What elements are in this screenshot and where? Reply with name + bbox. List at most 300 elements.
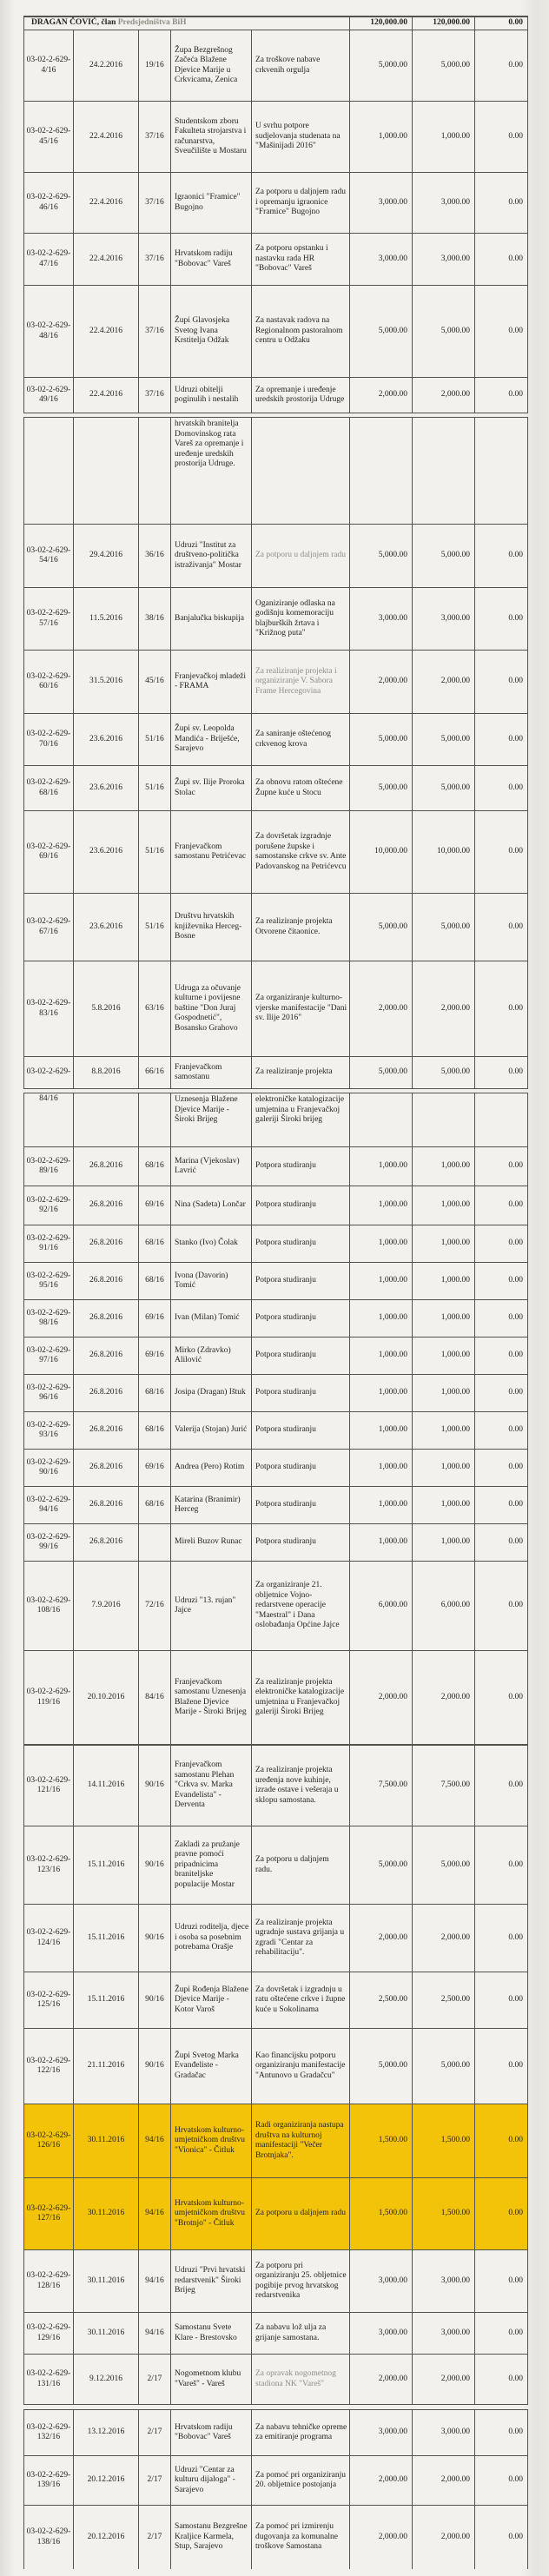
amount-paid-cell: 3,000.00	[413, 2410, 475, 2455]
amount-paid-cell: 5,000.00	[413, 766, 475, 810]
purpose-cell: Za realiziranje projekta elektroničke katalogizacije umjetnina u Franjevačkoj galeriji Široki Brijeg	[252, 1651, 350, 1744]
amount-remaining-cell: 0.00	[508, 1161, 523, 1171]
amount-approved-cell: 1,000.00	[350, 1450, 413, 1486]
date-cell: 15.11.2016	[74, 1905, 139, 1972]
ref-cell: 03-02-2-629-54/16	[24, 525, 74, 587]
org-cell: Zakladi za pružanje pravne pomoći pripadnicima braniteljske populacije Mostar	[171, 1826, 252, 1904]
date-cell: 15.11.2016	[74, 1972, 139, 2028]
num-cell: 90/16	[139, 1972, 171, 2028]
table-row	[24, 378, 527, 413]
num-cell: 69/16	[139, 1338, 171, 1374]
org-cell: Hrvatskom kulturno-umjetničkom društvu "Vionica" - Čitluk	[171, 2104, 252, 2177]
amount-paid-cell: 5,000.00	[413, 30, 475, 101]
ref-cell: 03-02-2-629-57/16	[24, 588, 74, 650]
table-row	[24, 102, 527, 173]
amount-paid-cell: 5,000.00	[413, 1057, 475, 1088]
date-cell: 26.8.2016	[74, 1412, 139, 1449]
num-cell: 68/16	[139, 1375, 171, 1411]
amount-paid-cell	[413, 1093, 475, 1146]
purpose-cell: Za realiziranje projekta i organiziranje V. Sabora Frame Hercegovina	[252, 651, 350, 713]
org-cell: Hrvatskom radiju "Bobovac" Vareš	[171, 2410, 252, 2455]
table-header-row	[24, 17, 527, 30]
num-cell: 69/16	[139, 1450, 171, 1486]
amount-remaining-cell: 0.00	[508, 2427, 523, 2437]
org-cell: Nina (Sadeta) Lončar	[171, 1186, 252, 1225]
date-cell: 8.8.2016	[74, 1057, 139, 1088]
date-cell: 29.4.2016	[74, 525, 139, 587]
purpose-cell: Za opremanje i uređenje uredskih prostorija Udruge	[252, 378, 350, 413]
ref-cell: 03-02-2-629-92/16	[24, 1186, 74, 1225]
table-row	[24, 1450, 527, 1487]
org-cell: Katarina (Branimir) Herceg	[171, 1487, 252, 1523]
ref-cell	[24, 418, 74, 524]
purpose-cell: Potpora studiranju	[252, 1225, 350, 1262]
date-cell: 22.4.2016	[74, 173, 139, 233]
amount-paid-cell	[413, 418, 475, 524]
purpose-cell: Za dovršetak i izgradnju u ratu oštećene crkve i župne kuće u Sokolinama	[252, 1972, 350, 2028]
amount-remaining-cell: 0.00	[508, 1351, 523, 1360]
num-cell: 90/16	[139, 1746, 171, 1826]
table-row	[24, 961, 527, 1057]
amount-paid-cell: 1,000.00	[413, 1450, 475, 1486]
num-cell: 51/16	[139, 811, 171, 893]
amount-approved-cell: 2,000.00	[350, 378, 413, 413]
table-row	[24, 714, 527, 766]
amount-approved-cell: 1,000.00	[350, 1338, 413, 1374]
num-cell: 37/16	[139, 286, 171, 377]
amount-remaining-cell: 0.00	[508, 2532, 523, 2541]
table-row	[24, 1338, 527, 1375]
org-cell: Nogometnom klubu "Vareš" - Vareš	[171, 2355, 252, 2404]
amount-paid-cell: 5,000.00	[413, 1826, 475, 1904]
table-row	[24, 1487, 527, 1524]
org-cell: Valerija (Stojan) Jurić	[171, 1412, 252, 1449]
org-cell: Mirko (Zdravko) Alilović	[171, 1338, 252, 1374]
num-cell: 72/16	[139, 1562, 171, 1650]
org-cell: Udruzi "Centar za kulturu dijaloga" - Sarajevo	[171, 2456, 252, 2505]
num-cell: 68/16	[139, 1412, 171, 1449]
purpose-cell: Potpora studiranju	[252, 1487, 350, 1523]
purpose-cell: Potpora studiranju	[252, 1338, 350, 1374]
ref-cell: 03-02-2-629-138/16	[24, 2506, 74, 2569]
amount-approved-cell: 1,000.00	[350, 1487, 413, 1523]
org-cell: Udruzi "Institut za društveno-politička istraživanja" Mostar	[171, 525, 252, 587]
date-cell: 22.4.2016	[74, 378, 139, 413]
amount-approved-cell: 3,000.00	[350, 2313, 413, 2354]
date-cell: 14.11.2016	[74, 1746, 139, 1826]
date-cell: 7.9.2016	[74, 1562, 139, 1650]
amount-approved-cell: 1,500.00	[350, 2178, 413, 2249]
amount-remaining-cell: 0.00	[508, 1995, 523, 2005]
amount-approved-cell: 3,000.00	[350, 588, 413, 650]
org-cell: Udruzi roditelja, djece i osoba sa posebnim potrebama Orašje	[171, 1905, 252, 1972]
purpose-cell: Potpora studiranju	[252, 1375, 350, 1411]
amount-remaining-cell: 0.00	[508, 2061, 523, 2071]
amount-paid-cell: 3,000.00	[413, 2313, 475, 2354]
org-cell: Mireli Buzov Runac	[171, 1524, 252, 1561]
ref-cell: 03-02-2-629-99/16	[24, 1524, 74, 1561]
num-cell: 37/16	[139, 102, 171, 172]
table-row	[24, 894, 527, 961]
amount-remaining-cell: 0.00	[508, 326, 523, 335]
num-cell: 45/16	[139, 651, 171, 713]
purpose-cell: Za organiziranje 21. obljetnice Vojno-redarstvene operacije "Maestral" i Dana oslobađanja Općine Jajce	[252, 1562, 350, 1650]
amount-paid-cell: 7,500.00	[413, 1746, 475, 1826]
amount-remaining-cell: 0.00	[508, 734, 523, 743]
amount-remaining-cell: 0.00	[508, 197, 523, 207]
amount-approved-cell: 5,000.00	[350, 1826, 413, 1904]
purpose-cell: Za pomoć pri organiziranju 20. obljetnice postojanja	[252, 2456, 350, 2505]
org-cell: Franjevačkom samostanu	[171, 1057, 252, 1088]
date-cell: 9.12.2016	[74, 2355, 139, 2404]
amount-remaining-cell: 0.00	[508, 847, 523, 856]
ref-cell: 03-02-2-629-95/16	[24, 1263, 74, 1299]
ref-cell: 03-02-2-629-125/16	[24, 1972, 74, 2028]
amount-paid-cell: 10,000.00	[413, 811, 475, 893]
amount-paid-cell: 2,000.00	[413, 378, 475, 413]
date-cell: 30.11.2016	[74, 2313, 139, 2354]
ref-cell: 03-02-2-629-126/16	[24, 2104, 74, 2177]
purpose-cell: Za realiziranje projekta	[252, 1057, 350, 1088]
amount-approved-cell: 3,000.00	[350, 2250, 413, 2312]
ref-cell: 03-02-2-629-131/16	[24, 2355, 74, 2404]
amount-remaining-cell: 0.00	[508, 1388, 523, 1397]
amount-remaining-cell: 0.00	[508, 1067, 523, 1077]
org-cell: Župi Svetog Marka Evanđeliste - Gradačac	[171, 2029, 252, 2104]
num-cell: 2/17	[139, 2456, 171, 2505]
table-row	[24, 1225, 527, 1263]
amount-approved-cell: 5,000.00	[350, 286, 413, 377]
amount-approved-cell: 2,000.00	[350, 2506, 413, 2569]
org-cell: hrvatskih branitelja Domovinskog rata Vareš za opremanje i uređenje uredskih prostorija Udruge.	[171, 418, 252, 524]
org-cell: Udruga za očuvanje kulturne i povijesne baštine "Don Juraj Gospodnetić", Bosansko Grahovo	[171, 961, 252, 1056]
org-cell: Marina (Vjekoslav) Lavrić	[171, 1147, 252, 1186]
num-cell: 2/17	[139, 2410, 171, 2455]
ref-cell: 03-02-2-629-47/16	[24, 234, 74, 285]
purpose-cell: Za troškove nabave crkvenih orgulja	[252, 30, 350, 101]
amount-approved-cell: 5,000.00	[350, 766, 413, 810]
amount-paid-cell: 2,500.00	[413, 1972, 475, 2028]
num-cell: 2/17	[139, 2506, 171, 2569]
num-cell: 68/16	[139, 1487, 171, 1523]
org-cell: Hrvatskom kulturno-umjetničkom društvu "Brotnjo" - Čitluk	[171, 2178, 252, 2249]
amount-approved-cell: 1,000.00	[350, 1524, 413, 1561]
num-cell: 37/16	[139, 173, 171, 233]
amount-remaining-cell: 0.00	[508, 783, 523, 792]
num-cell: 69/16	[139, 1186, 171, 1225]
amount-paid-cell: 3,000.00	[413, 173, 475, 233]
date-cell: 26.8.2016	[74, 1225, 139, 1262]
table-row-highlighted	[24, 2104, 527, 2178]
amount-paid-cell: 1,000.00	[413, 1225, 475, 1262]
ref-cell: 03-02-2-629-129/16	[24, 2313, 74, 2354]
amount-paid-cell: 1,500.00	[413, 2178, 475, 2249]
org-cell: Udruzi "13. rujan" Jajce	[171, 1562, 252, 1650]
date-cell: 22.4.2016	[74, 234, 139, 285]
date-cell: 26.8.2016	[74, 1487, 139, 1523]
purpose-cell: Za potporu u daljnjem radu	[252, 2178, 350, 2249]
ref-cell: 03-02-2-629-90/16	[24, 1450, 74, 1486]
num-cell: 66/16	[139, 1057, 171, 1088]
purpose-cell: Za saniranje oštećenog crkvenog krova	[252, 714, 350, 765]
ref-cell: 03-02-2-629-69/16	[24, 811, 74, 893]
date-cell	[74, 418, 139, 524]
amount-remaining-cell: 0.00	[508, 1276, 523, 1285]
amount-paid-cell: 5,000.00	[413, 894, 475, 961]
table-row	[24, 1972, 527, 2029]
num-cell: 51/16	[139, 766, 171, 810]
amount-paid-cell: 2,000.00	[413, 1651, 475, 1744]
amount-approved-cell: 2,000.00	[350, 651, 413, 713]
amount-remaining-cell: 0.00	[508, 131, 523, 141]
date-cell: 23.6.2016	[74, 714, 139, 765]
org-cell: Udruzi "Prvi hrvatski redarstvenik" Široki Brijeg	[171, 2250, 252, 2312]
amount-remaining-cell: 0.00	[508, 1313, 523, 1323]
purpose-cell: Za realiziranje projekta Otvorene čitaonice.	[252, 894, 350, 961]
date-cell: 20.12.2016	[74, 2456, 139, 2505]
amount-remaining-cell: 0.00	[508, 677, 523, 686]
table-row	[24, 766, 527, 811]
page-segment-3	[23, 1093, 528, 1745]
purpose-cell: U svrhu potpore sudjelovanja studenata na "Mašinijadi 2016"	[252, 102, 350, 172]
ref-cell: 03-02-2-629-45/16	[24, 102, 74, 172]
table-row	[24, 2313, 527, 2355]
date-cell: 26.8.2016	[74, 1338, 139, 1374]
table-row	[24, 1186, 527, 1225]
amount-approved-cell: 5,000.00	[350, 2029, 413, 2104]
amount-remaining-cell: 0.00	[508, 551, 523, 560]
amount-remaining-cell	[475, 418, 527, 524]
num-cell: 36/16	[139, 525, 171, 587]
num-cell: 90/16	[139, 1826, 171, 1904]
amount-approved-cell: 5,000.00	[350, 1057, 413, 1088]
amount-approved-cell: 2,000.00	[350, 1905, 413, 1972]
ref-cell: 03-02-2-629-132/16	[24, 2410, 74, 2455]
ref-cell: 03-02-2-629-127/16	[24, 2178, 74, 2249]
amount-approved-cell	[350, 418, 413, 524]
org-cell: Franjevačkom samostanu Uznesenja Blažene Djevice Marije - Široki Brijeg	[171, 1651, 252, 1744]
date-cell: 26.8.2016	[74, 1450, 139, 1486]
purpose-cell: Potpora studiranju	[252, 1147, 350, 1186]
amount-approved-cell: 5,000.00	[350, 525, 413, 587]
table-row	[24, 30, 527, 102]
table-row	[24, 2250, 527, 2313]
num-cell: 68/16	[139, 1263, 171, 1299]
table-row	[24, 1905, 527, 1972]
purpose-cell: Potpora studiranju	[252, 1412, 350, 1449]
purpose-cell: Za nabavu tehničke opreme za emitiranje programa	[252, 2410, 350, 2455]
amount-paid-cell: 2,000.00	[413, 961, 475, 1056]
purpose-cell: Za realiziranje projekta uređenja nove kuhinje, izrade ostave i vešeraja u sklopu samostana.	[252, 1746, 350, 1826]
table-row-continuation	[24, 1093, 527, 1147]
table-row	[24, 2410, 527, 2456]
ref-cell: 03-02-2-629-89/16	[24, 1147, 74, 1186]
date-cell: 5.8.2016	[74, 961, 139, 1056]
amount-paid-cell: 1,500.00	[413, 2104, 475, 2177]
purpose-cell: elektroničke katalogizacije umjetnina u Franjevačkoj galeriji Široki brijeg	[252, 1093, 350, 1146]
table-row	[24, 651, 527, 714]
amount-remaining-cell: 0.00	[508, 2275, 523, 2285]
ref-cell: 03-02-2-629-48/16	[24, 286, 74, 377]
purpose-cell: Za potporu pri organiziranju 25. obljetnice pogibije prvog hrvatskog redarstvenika	[252, 2250, 350, 2312]
org-cell: Župi Glavosjeka Svetog Ivana Krstitelja Odžak	[171, 286, 252, 377]
table-row	[24, 1746, 527, 1826]
amount-approved-cell: 1,000.00	[350, 1412, 413, 1449]
date-cell: 22.4.2016	[74, 286, 139, 377]
amount-remaining-cell: 0.00	[508, 1500, 523, 1509]
amount-approved-cell: 1,000.00	[350, 1375, 413, 1411]
purpose-cell	[252, 418, 350, 524]
num-cell: 90/16	[139, 1905, 171, 1972]
table	[23, 16, 528, 2569]
amount-paid-cell: 3,000.00	[413, 234, 475, 285]
ref-cell: 84/16	[24, 1093, 74, 1146]
amount-paid-cell: 1,000.00	[413, 1186, 475, 1225]
org-cell: Župi Rođenja Blažene Djevice Marije - Kotor Varoš	[171, 1972, 252, 2028]
table-row	[24, 2355, 527, 2404]
amount-paid-cell: 2,000.00	[413, 2506, 475, 2569]
amount-remaining-cell: 0.00	[508, 2328, 523, 2337]
purpose-cell: Potpora studiranju	[252, 1524, 350, 1561]
page-segment-2	[23, 417, 528, 1089]
official-name-text: DRAGAN ČOVIĆ, član	[31, 18, 116, 28]
num-cell	[139, 418, 171, 524]
purpose-cell: Radi organiziranja nastupa društva na kulturnoj manifestaciji "Večer Brotnjaka".	[252, 2104, 350, 2177]
org-cell: Udruzi obitelji poginulih i nestalih	[171, 378, 252, 413]
amount-approved-cell: 1,000.00	[350, 1147, 413, 1186]
amount-remaining-cell: 0.00	[508, 2209, 523, 2218]
date-cell: 26.8.2016	[74, 1147, 139, 1186]
amount-remaining-cell: 0.00	[508, 1425, 523, 1435]
date-cell: 20.12.2016	[74, 2506, 139, 2569]
amount-remaining-cell: 0.00	[508, 1238, 523, 1248]
table-row	[24, 1562, 527, 1651]
amount-paid-cell: 1,000.00	[413, 1300, 475, 1337]
date-cell: 23.6.2016	[74, 766, 139, 810]
date-cell: 20.10.2016	[74, 1651, 139, 1744]
purpose-cell: Za dovršetak izgradnje porušene župske i samostanske crkve sv. Ante Padovanskog na Petrićevcu	[252, 811, 350, 893]
org-cell: Franjevačkoj mladeži - FRAMA	[171, 651, 252, 713]
total-approved: 120,000.00	[350, 17, 413, 30]
date-cell: 30.11.2016	[74, 2104, 139, 2177]
amount-approved-cell: 1,000.00	[350, 1263, 413, 1299]
date-cell: 26.8.2016	[74, 1300, 139, 1337]
num-cell: 90/16	[139, 2029, 171, 2104]
amount-approved-cell: 2,500.00	[350, 1972, 413, 2028]
ref-cell: 03-02-2-629-83/16	[24, 961, 74, 1056]
org-cell: Igraonici "Framice" Bugojno	[171, 173, 252, 233]
org-cell: Župa Bezgrešnog Začeća Blažene Djevice Marije u Crkvicama, Zenica	[171, 30, 252, 101]
amount-paid-cell: 1,000.00	[413, 1375, 475, 1411]
purpose-cell: Za realiziranje projekta ugradnje sustava grijanja u zgradi "Centar za rehabilitaciju".	[252, 1905, 350, 1972]
date-cell: 30.11.2016	[74, 2250, 139, 2312]
amount-remaining-cell: 0.00	[508, 2475, 523, 2485]
ref-cell: 03-02-2-629-119/16	[24, 1651, 74, 1744]
amount-paid-cell: 1,000.00	[413, 1263, 475, 1299]
table-row	[24, 811, 527, 894]
amount-remaining-cell: 0.00	[508, 921, 523, 931]
table-row	[24, 1057, 527, 1088]
ref-cell: 03-02-2-629-96/16	[24, 1375, 74, 1411]
org-cell: Ivan (Milan) Tomić	[171, 1300, 252, 1337]
ref-cell: 03-02-2-629-68/16	[24, 766, 74, 810]
date-cell: 26.8.2016	[74, 1263, 139, 1299]
date-cell: 26.8.2016	[74, 1186, 139, 1225]
official-name	[24, 17, 350, 30]
org-cell: Franjevačkom samostanu Petrićevac	[171, 811, 252, 893]
purpose-cell: Potpora studiranju	[252, 1450, 350, 1486]
table-row	[24, 2506, 527, 2569]
purpose-cell: Kao financijsku potporu organiziranju manifestacije "Antunovo u Gradačcu"	[252, 2029, 350, 2104]
date-cell: 11.5.2016	[74, 588, 139, 650]
amount-remaining-cell: 0.00	[508, 1780, 523, 1790]
table-row	[24, 234, 527, 286]
amount-paid-cell: 2,000.00	[413, 2355, 475, 2404]
ref-cell: 03-02-2-629-139/16	[24, 2456, 74, 2505]
ref-cell: 03-02-2-629-60/16	[24, 651, 74, 713]
amount-remaining-cell: 0.00	[508, 390, 523, 400]
ref-cell: 03-02-2-629-123/16	[24, 1826, 74, 1904]
date-cell: 23.6.2016	[74, 811, 139, 893]
table-row	[24, 286, 527, 378]
amount-remaining-cell	[475, 1093, 527, 1146]
purpose-cell: Za potporu u daljnjem radu	[252, 525, 350, 587]
purpose-cell: Za opravak nogometnog stadiona NK "Vareš"	[252, 2355, 350, 2404]
ref-cell: 03-02-2-629-97/16	[24, 1338, 74, 1374]
date-cell: 31.5.2016	[74, 651, 139, 713]
amount-approved-cell: 6,000.00	[350, 1562, 413, 1650]
ref-cell: 03-02-2-629-49/16	[24, 378, 74, 413]
num-cell: 68/16	[139, 1147, 171, 1186]
ref-cell: 03-02-2-629-4/16	[24, 30, 74, 101]
ref-cell: 03-02-2-629-124/16	[24, 1905, 74, 1972]
amount-approved-cell: 2,000.00	[350, 1651, 413, 1744]
num-cell: 94/16	[139, 2104, 171, 2177]
num-cell: 37/16	[139, 234, 171, 285]
table-row	[24, 1826, 527, 1905]
table-row-continuation	[24, 418, 527, 525]
amount-approved-cell: 1,000.00	[350, 1186, 413, 1225]
table-row	[24, 173, 527, 234]
num-cell: 19/16	[139, 30, 171, 101]
org-cell: Uznesenja Blažene Djevice Marije - Široki Brijeg	[171, 1093, 252, 1146]
purpose-cell: Za organiziranje kulturno-vjerske manifestacije "Dani sv. Ilije 2016"	[252, 961, 350, 1056]
amount-paid-cell: 5,000.00	[413, 286, 475, 377]
purpose-cell: Potpora studiranju	[252, 1300, 350, 1337]
ref-cell: 03-02-2-629-128/16	[24, 2250, 74, 2312]
table-row	[24, 1412, 527, 1450]
ref-cell: 03-02-2-629-98/16	[24, 1300, 74, 1337]
org-cell: Banjalučka biskupija	[171, 588, 252, 650]
amount-remaining-cell: 0.00	[508, 1463, 523, 1472]
date-cell	[74, 1093, 139, 1146]
num-cell: 94/16	[139, 2250, 171, 2312]
ref-cell: 03-02-2-629-93/16	[24, 1412, 74, 1449]
purpose-cell: Za potporu opstanku i nastavku rada HR "Bobovac" Vareš	[252, 234, 350, 285]
amount-approved-cell: 3,000.00	[350, 234, 413, 285]
num-cell: 94/16	[139, 2313, 171, 2354]
page-segment-1	[23, 16, 528, 413]
num-cell: 37/16	[139, 378, 171, 413]
purpose-cell: Za potporu u daljnjem radu i opremanju igraonice "Framice" Bugojno	[252, 173, 350, 233]
table-row	[24, 1300, 527, 1338]
table-row	[24, 588, 527, 651]
date-cell: 26.8.2016	[74, 1375, 139, 1411]
org-cell: Stanko (Ivo) Čolak	[171, 1225, 252, 1262]
ref-cell: 03-02-2-629-70/16	[24, 714, 74, 765]
amount-remaining-cell: 0.00	[508, 613, 523, 623]
purpose-cell: Za potporu u daljnjem radu.	[252, 1826, 350, 1904]
